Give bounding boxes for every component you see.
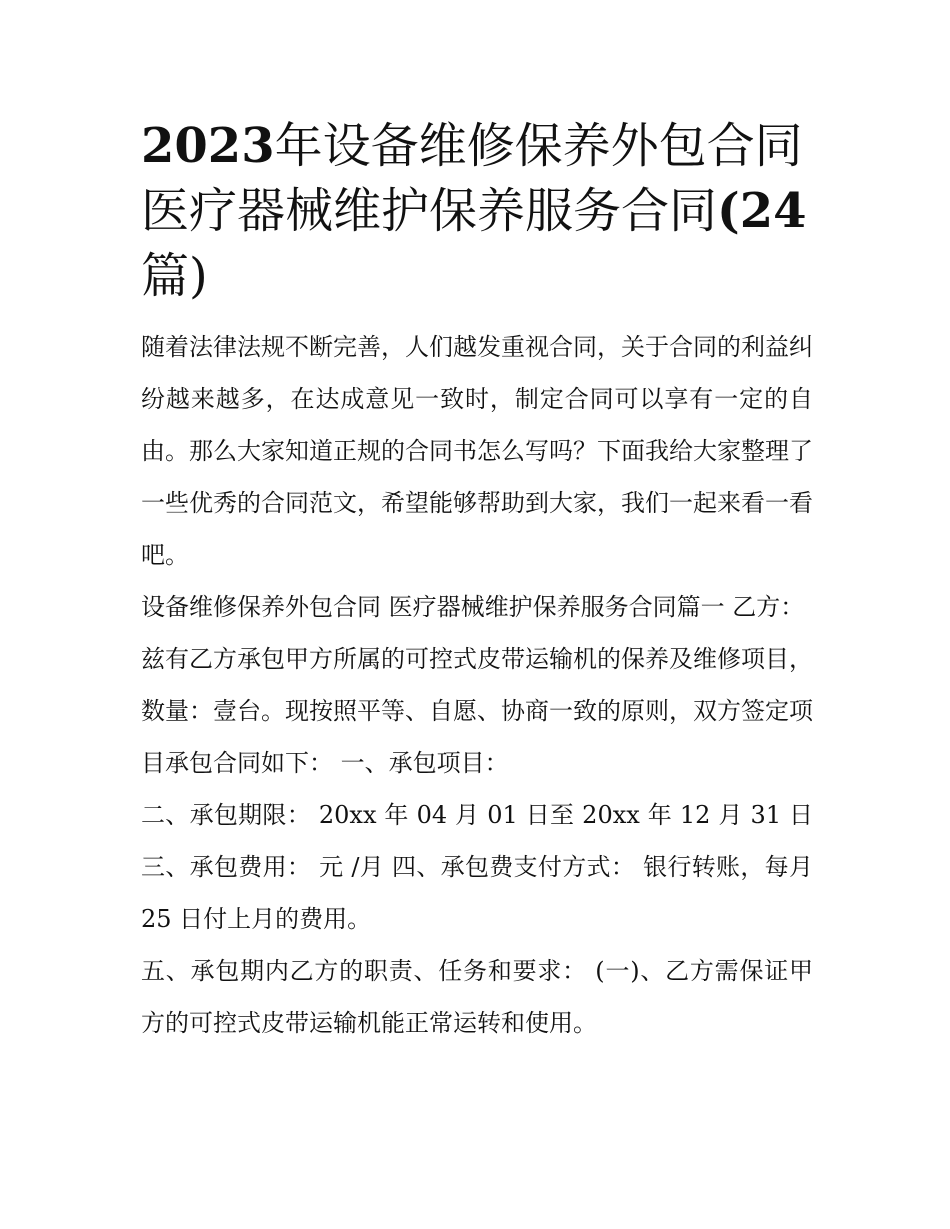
document-title: [141, 114, 813, 309]
intro-paragraph: 随着法律法规不断完善，人们越发重视合同，关于合同的利益纠纷越来越多，在达成意见一致时，制定合同可以享有一定的自由。那么大家知道正规的合同书怎么写吗？下面我给大家整理了一些优秀的合同范文，希望能够帮助到大家，我们一起来看一看吧。: [141, 333, 813, 569]
title-line2: 医疗器械维护保养服务合同: [141, 183, 718, 239]
title-line1: 年设备维修保养外包合同: [274, 118, 803, 174]
contract-intro-paragraph: 兹有乙方承包甲方所属的可控式皮带运输机的保养及维修项目，数量：壹台。现按照平等、自愿、协商一致的原则，双方签定项目承包合同如下： 一、承包项目：: [141, 645, 813, 777]
contract-duties-paragraph: 五、承包期内乙方的职责、任务和要求： (一)、乙方需保证甲方的可控式皮带运输机能正常运转和使用。: [141, 957, 813, 1037]
title-line3: 篇): [141, 248, 208, 304]
title-year: 2023: [141, 118, 275, 174]
document-content: [141, 114, 813, 1049]
title-count: (24: [717, 183, 807, 239]
contract-terms-paragraph: 二、承包期限： 20xx 年 04 月 01 日至 20xx 年 12 月 31 日 三、承包费用： 元 /月 四、承包费支付方式： 银行转账，每月 25 日付上月的费用。: [141, 801, 813, 933]
section-heading-paragraph: 设备维修保养外包合同 医疗器械维护保养服务合同篇一 乙方：: [141, 593, 805, 621]
